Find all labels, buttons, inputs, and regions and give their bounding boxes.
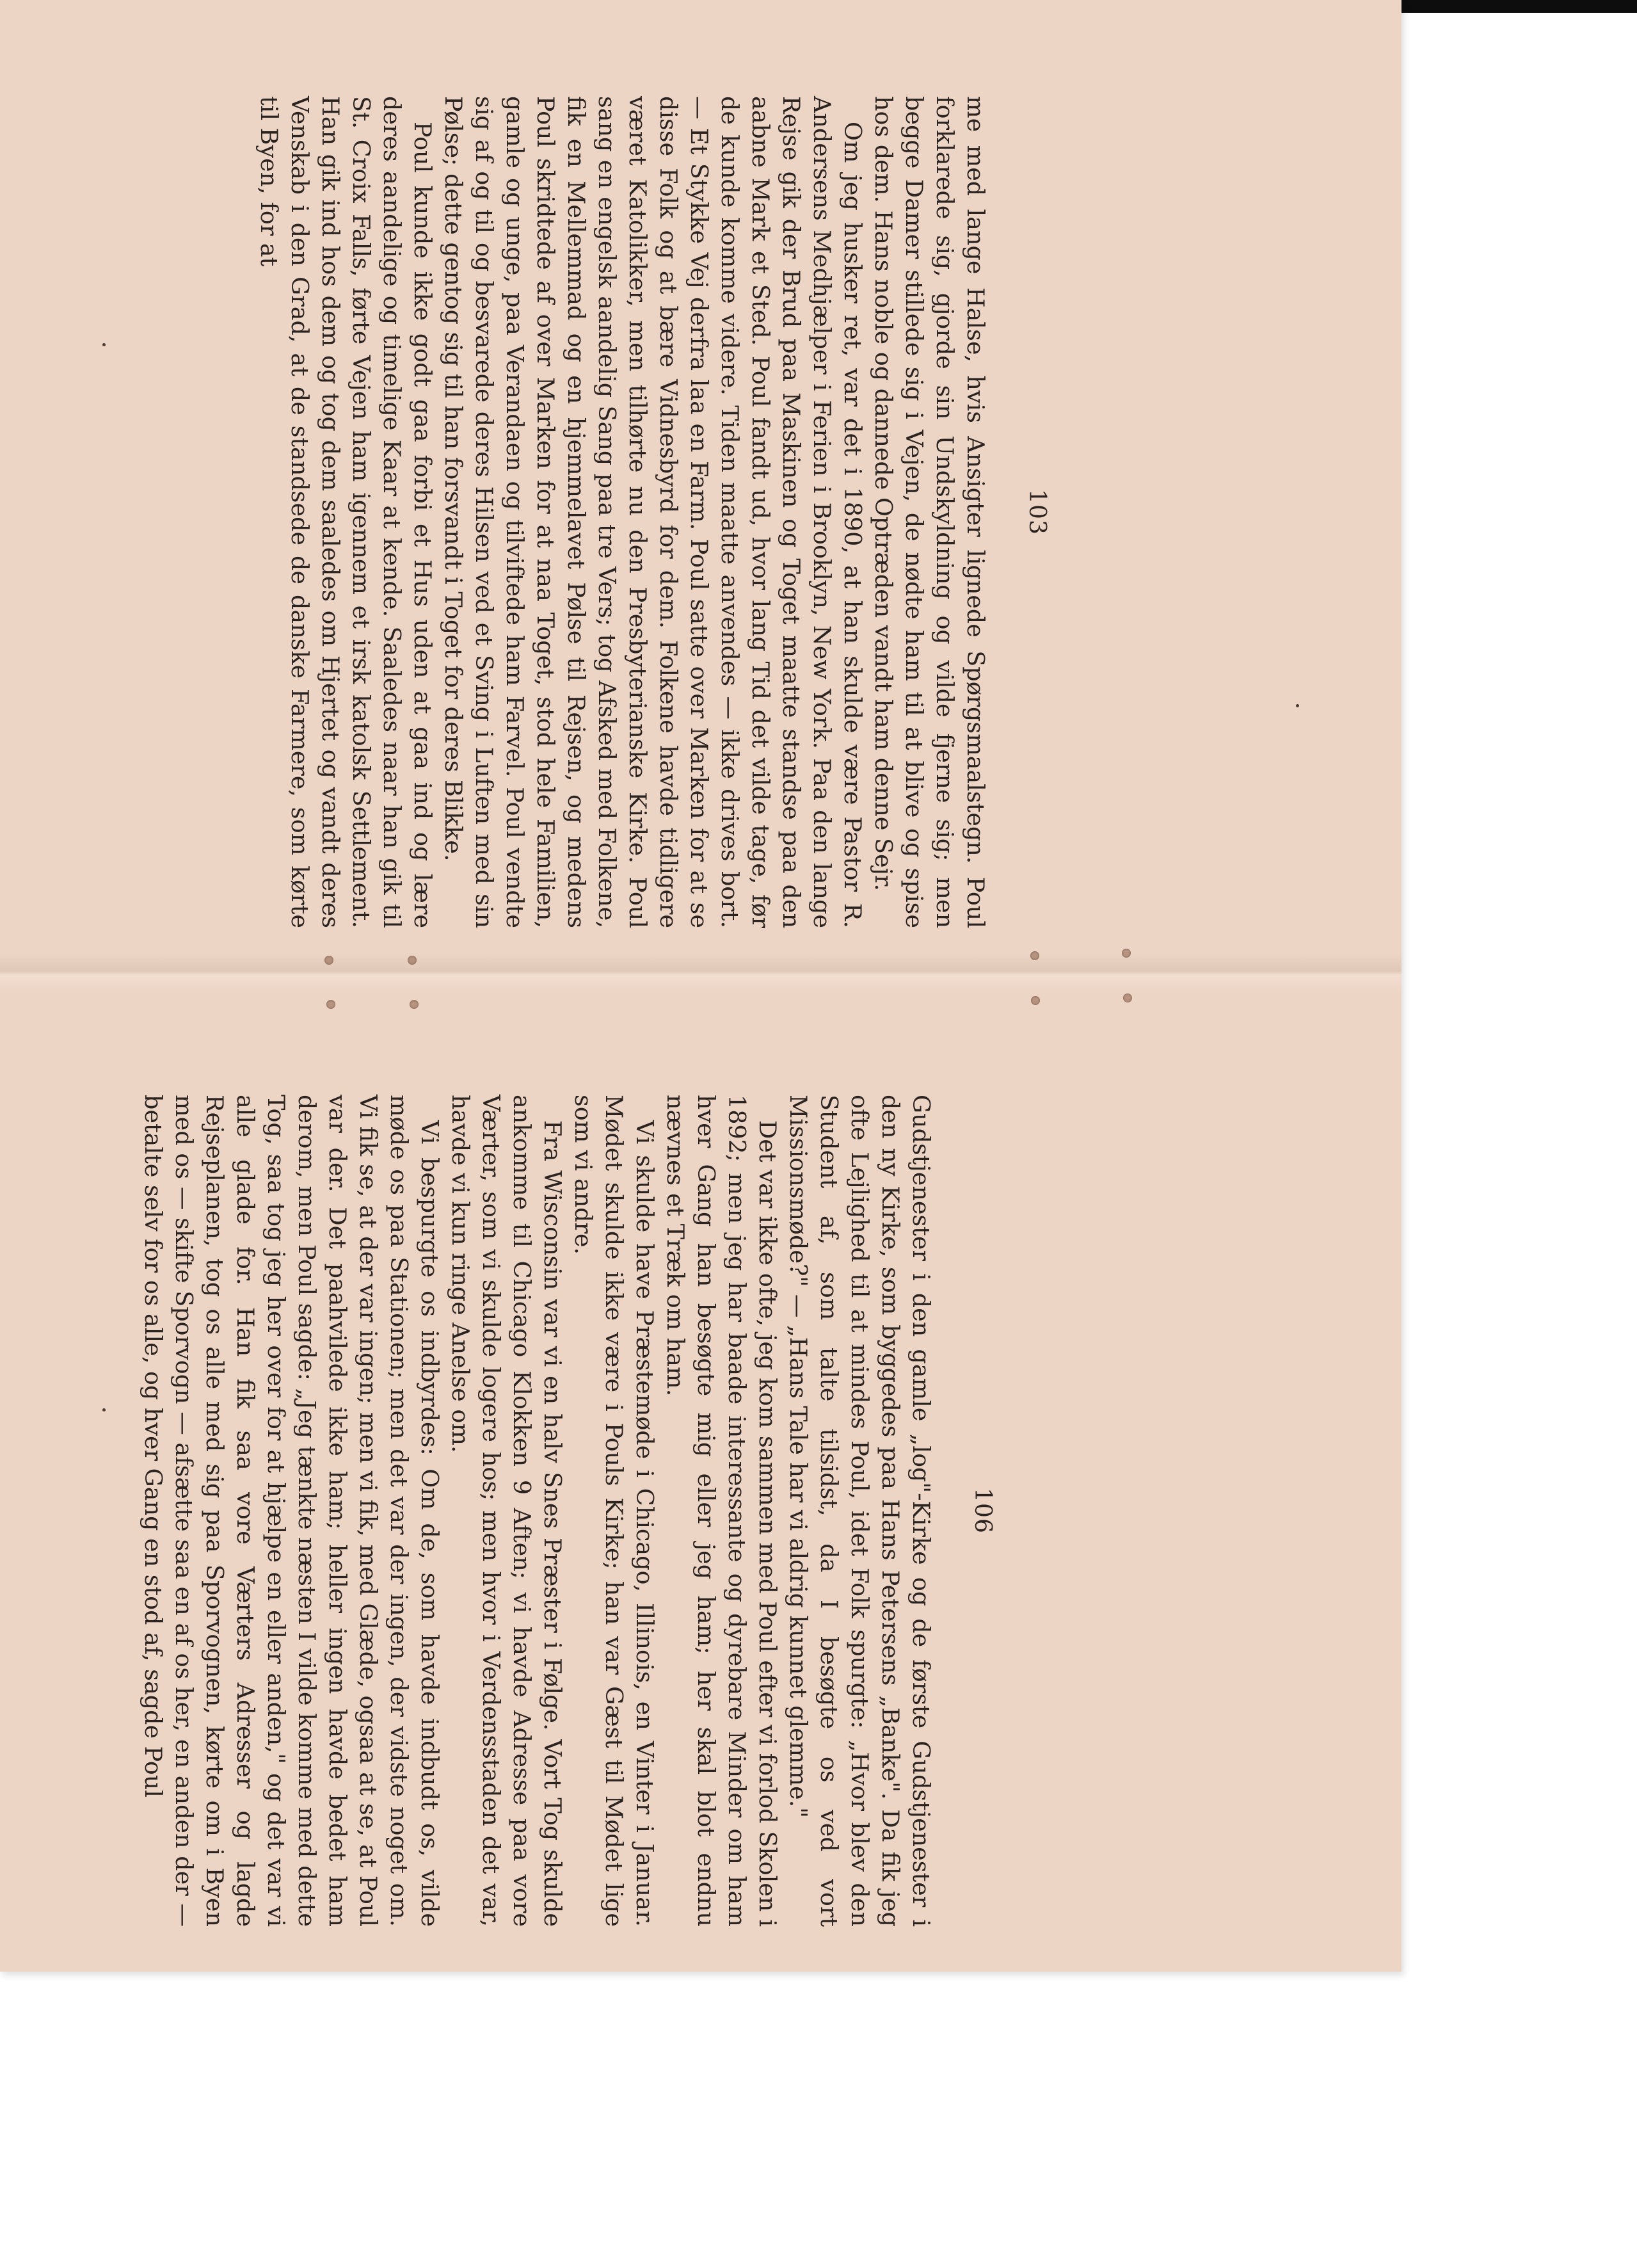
staple-hole: [1123, 993, 1132, 1002]
ink-speck: [102, 343, 106, 346]
scanner-bed-edge: [1401, 0, 1637, 13]
page-number: 106: [970, 1488, 996, 1534]
paragraph: Poul kunde ikke godt gaa forbi et Hus uden at gaa ind og lære deres aandelige og timelige Kaar at kende. Saaledes naar han gik til St. Croix Falls, førte Vejen ham igennem et irsk katolsk Settlement. Han gik ind hos dem og tog dem saaledes om Hjertet og vandt deres Venskab i den Grad, at de standsede de danske Farmere, som kørte til Byen, for at: [255, 96, 436, 928]
paragraph: me med lange Halse, hvis Ansigter lignede Spørgsmaalstegn. Poul forklarede sig, gjorde sin Undskyldning og vilde fjerne sig; men begge Damer stillede sig i Vejen, de nødte ham til at blive og spise hos dem. Hans noble og dannede Optræden vandt ham denne Sejr.: [870, 96, 989, 928]
page-106: [140, 1095, 996, 1927]
paragraph: Om jeg husker ret, var det i 1890, at han skulde være Pastor R. Andersens Medhjælper i Ferien i Brooklyn, New York. Paa den lange Rejse gik der Brud paa Maskinen og Toget maatte standse paa den aabne Mark et Sted. Poul fandt ud, hvor lang Tid det vilde tage, før de kunde komme videre. Tiden maatte anvendes — ikke drives bort. — Et Stykke Vej derfra laa en Farm. Poul satte over Marken for at se disse Folk og at bære Vidnesbyrd for dem. Folkene havde tidligere været Katolikker, men tilhørte nu den Presbyterianske Kirke. Poul sang en engelsk aandelig Sang paa tre Vers; tog Afsked med Folkene, fik en Mellemmad og en hjemmelavet Pølse til Rejsen, og medens Poul skridtede af over Marken for at naa Toget, stod hele Familien, gamle og unge, paa Verandaen og tilviftede ham Farvel. Poul vendte sig af og til og besvarede deres Hilsen ved et Sving i Luften med sin Pølse; dette gentog sig til han forsvandt i Toget for deres Blikke.: [440, 96, 866, 928]
page-body: [253, 96, 991, 928]
staple-hole: [408, 956, 417, 965]
page-body: [138, 1095, 936, 1927]
page-103: [255, 96, 1050, 928]
page-number: 103: [1024, 489, 1050, 535]
paragraph: Fra Wisconsin var vi en halv Snes Præster i Følge. Vort Tog skulde ankomme til Chicago Klokken 9 Aften; vi havde Adresse paa vore Værter, som vi skulde logere hos; men hvor i Verdensstaden det var, havde vi kun ringe Anelse om.: [447, 1095, 566, 1927]
staple-hole: [1031, 996, 1040, 1005]
staple-hole: [1122, 949, 1131, 958]
paragraph: Vi bespurgte os indbyrdes: Om de, som havde indbudt os, vilde møde os paa Stationen; men det var der ingen, der vidste noget om. Vi fik se, at der var ingen; men vi fik, med Glæde, ogsaa at se, at Poul var der. Det paahvilede ikke ham; heller ingen havde bedet ham derom, men Poul sagde: „Jeg tænkte næsten I vilde komme med dette Tog, saa tog jeg her over for at hjælpe en eller anden," og det var vi alle glade for. Han fik saa vore Værters Adresser og lagde Rejseplanen, tog os alle med sig paa Sporvognen, kørte om i Byen med os — skifte Sporvogn — afsætte saa en af os her, en anden der — betalte selv for os alle, og hver Gang en stod af, sagde Poul: [140, 1095, 443, 1927]
paragraph: Gudstjenester i den gamle „log"-Kirke og de første Gudstjenester i den ny Kirke, som byggedes paa Hans Petersens „Banke". Da fik jeg ofte Lejlighed til at mindes Poul, idet Folk spurgte: „Hvor blev den Student af, som talte tilsidst, da I besøgte os ved vort Missionsmøde?" — „Hans Tale har vi aldrig kunnet glemme.": [785, 1095, 935, 1927]
staple-hole: [1030, 951, 1039, 960]
staple-hole: [324, 956, 333, 965]
ink-speck: [102, 1408, 106, 1411]
ink-speck: [1296, 704, 1299, 707]
paragraph: Vi skulde have Præstemøde i Chicago, Illinois, en Vinter i Januar. Mødet skulde ikke være i Pouls Kirke; han var Gæst til Mødet lige som vi andre.: [570, 1095, 659, 1927]
staple-hole: [410, 1000, 419, 1009]
paragraph: Det var ikke ofte, jeg kom sammen med Poul efter vi forlod Skolen i 1892; men jeg har baade interessante og dyrebare Minder om ham hver Gang han besøgte mig eller jeg ham; her skal blot endnu nævnes et Træk om ham.: [662, 1095, 781, 1927]
staple-hole: [326, 1000, 335, 1009]
